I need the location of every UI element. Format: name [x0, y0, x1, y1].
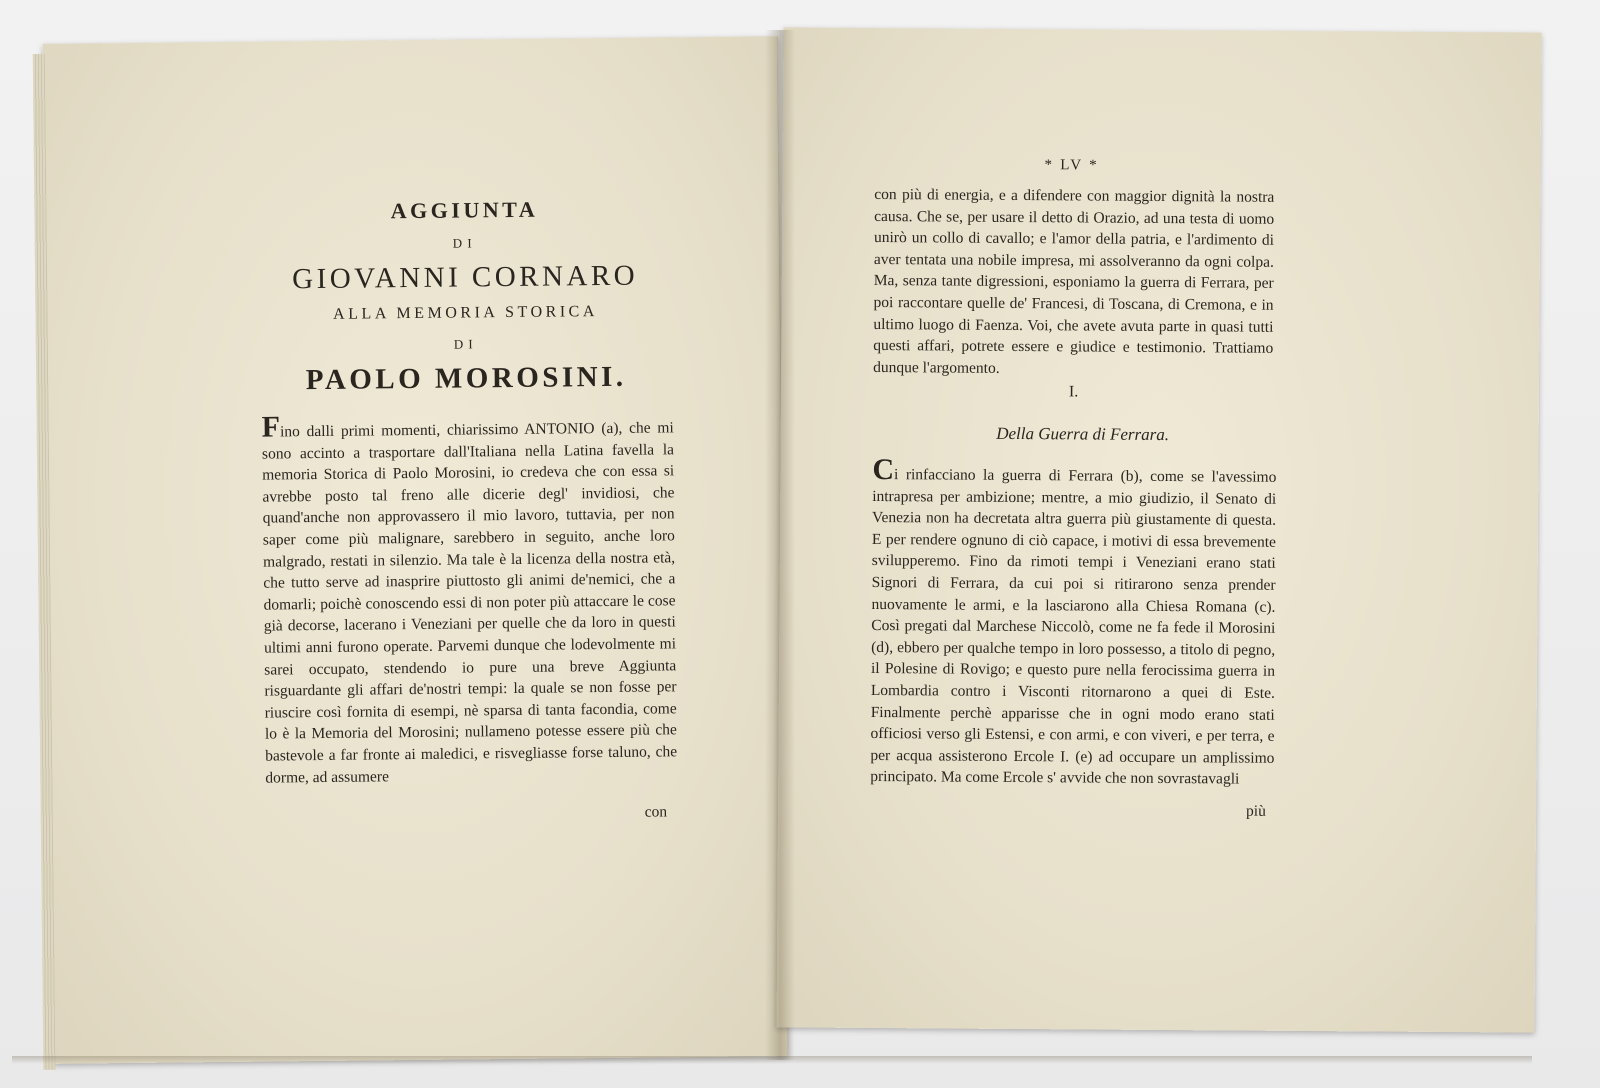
- right-page: [777, 27, 1542, 1032]
- title-block: [254, 195, 676, 397]
- left-dropcap: F: [261, 410, 281, 444]
- left-page: [43, 36, 789, 1064]
- section-title: Della Guerra di Ferrara.: [996, 423, 1170, 445]
- right-top-paragraph: con più di energia, e a difendere con maggior dignità la nostra causa. Che se, per usare il detto di Orazio, ad una testa di uomo unirò un collo di cavallo; e l'amor della patria, e l'ardimento di aver tentata una nobile impresa, mi assolveranno da ogni colpa. Ma, senza tante digressioni, esponiamo la guerra di Ferrara, per poi raccontare quelle de' Francesi, di Toscana, di Cremona, e in ultimo luogo di Faenza. Voi, che avete avuta parte in quasi tutti questi affari, potrete essere e giudice e testimonio. Trattiamo dunque l'argomento.: [873, 186, 1275, 377]
- left-catchword: con: [644, 803, 668, 821]
- left-body-text: [261, 410, 678, 788]
- title-subject: PAOLO MOROSINI.: [305, 360, 627, 397]
- left-paragraph: ino dalli primi momenti, chiarissimo ANTONIO (a), che mi sono accinto a trasportare dall'Italiana nella Latina favella la memoria Storica di Paolo Morosini, io credeva che con essa si avrebbe posto tal freno alle dicerie degl' invidiosi, che quand'anche non approvassero il mio lavoro, tuttavia, per non saper come più malignare, sarebbero in seguito, anche loro malgrado, restati in silenzio. Ma tale è la licenza della nostra età, che tutto serve ad inasprire piuttosto gli animi de'nemici, che a domarli; poichè conoscendo essi di non poter più attaccare le cose già decorse, lacerano i Veneziani per quelle che da loro in questi ultimi anni furono operate. Parvemi dunque che lodevolmente mi sarei occupato, stendendo io pure una breve Aggiunta risguardante gli affari de'nostri tempi: la quale se non fosse per riuscire così fornita di esempi, nè sparsa di tanta facondia, come lo è la Memoria del Morosini; nullameno potesse essere più che bastevole a far fronte ai maledici, e risvegliasse forse taluno, che dorme, ad assumere: [261, 419, 678, 787]
- title-di-1: DI: [452, 235, 477, 251]
- page-edge-shadow: [12, 1056, 1532, 1064]
- right-catchword: più: [1245, 802, 1266, 820]
- page-number: * LV *: [1044, 157, 1099, 174]
- title-author: GIOVANNI CORNARO: [292, 259, 639, 296]
- title-alla-memoria: ALLA MEMORIA STORICA: [333, 303, 598, 323]
- right-body-text: [870, 452, 1277, 791]
- title-aggiunta: AGGIUNTA: [390, 196, 539, 224]
- right-top-text: [873, 184, 1274, 381]
- right-paragraph: i rinfacciano la guerra di Ferrara (b), come se l'avessimo intrapresa per ambizione; mentre, a mio giudizio, il Senato di Venezia non ha decretata altra guerra più giustamente di questa. E per rendere ognuno di ciò capace, i motivi di essa brevemente svilupperemo. Fino da rimoti tempi i Veneziani erano stati Signori di Ferrara, da cui poi si ritirarono senza prender nuovamente le armi, e la lasciarono alla Chiesa Romana (c). Così pregati dal Marchese Niccolò, come ne fa fede il Morosini (d), ebbero per qualche tempo in loro possesso, a titolo di pegno, il Polesine di Rovigo; e questo pure nella ferocissima guerra in Lombardia contro i Visconti ritornarono a quei di Este. Finalmente perchè apparisse che in ogni modo erano stati officiosi verso gli Estensi, e con armi, e con viveri, e per terra, e per acqua assisterono Ercole I. (e) ad occupare un amplissimo principato. Ma come Ercole s' avvide che non sovrastavagli: [870, 466, 1277, 788]
- section-number: I.: [1068, 383, 1079, 401]
- right-dropcap: C: [872, 452, 895, 487]
- title-di-2: DI: [453, 336, 478, 352]
